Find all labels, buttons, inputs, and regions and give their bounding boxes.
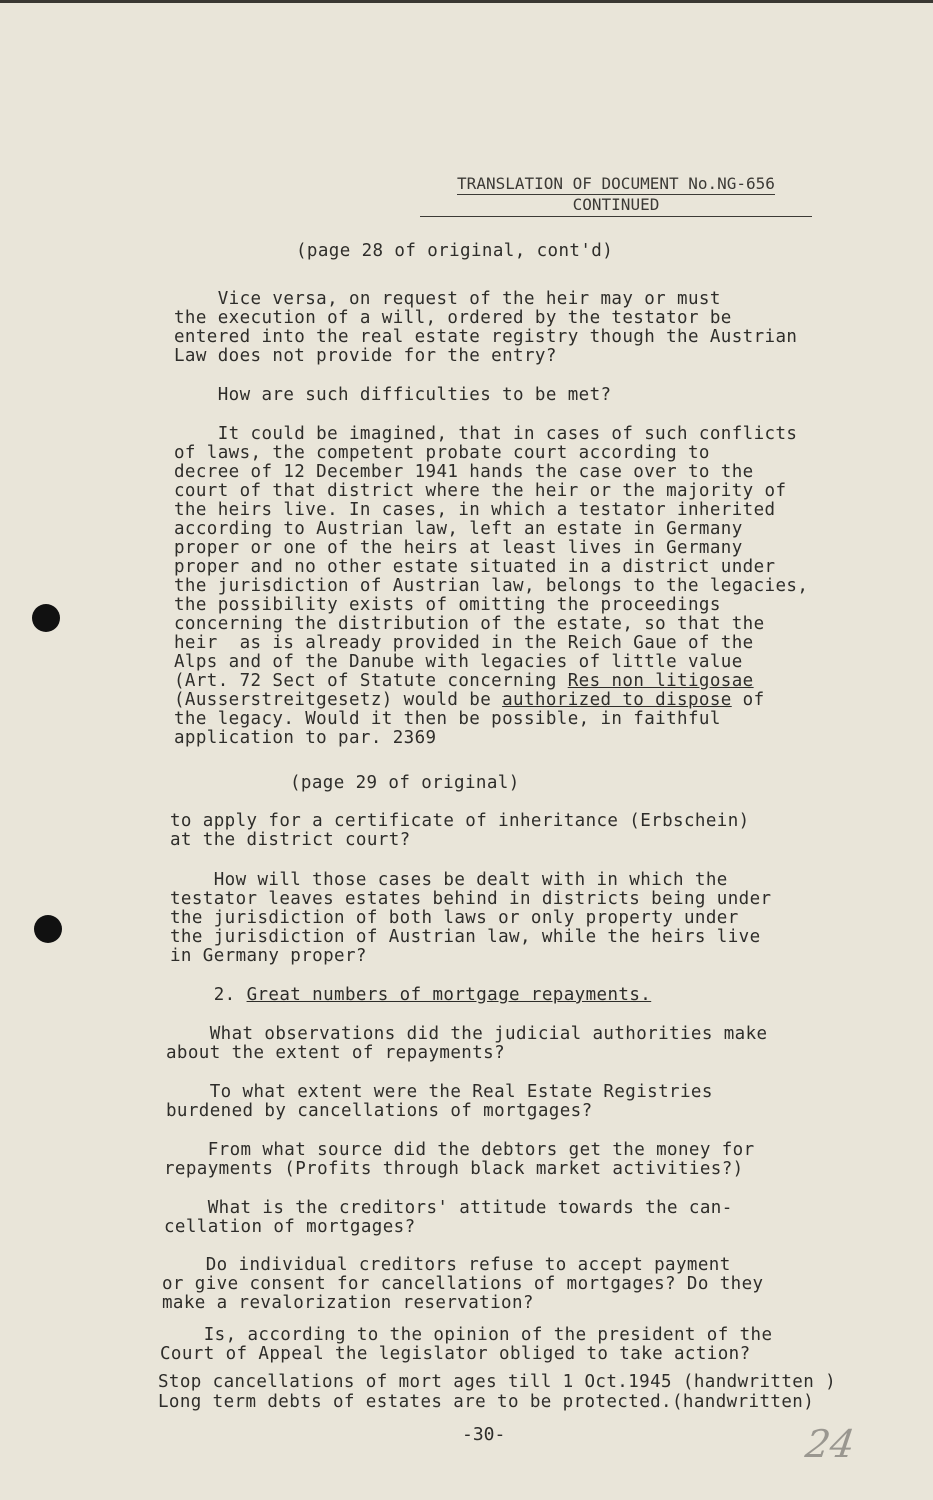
margin-handwriting: 24 (802, 1422, 858, 1466)
text-line: decree of 12 December 1941 hands the case over to the (174, 462, 754, 482)
text-fragment: of (731, 690, 765, 710)
text-line: in Germany proper? (170, 946, 367, 966)
text-line: testator leaves estates behind in districts being under (170, 889, 772, 909)
text-line: the legacy. Would it then be possible, in faithful (174, 709, 721, 729)
text-line: the jurisdiction of Austrian law, while the heirs live (170, 927, 761, 947)
text-line: the heirs live. In cases, in which a testator inherited (174, 500, 776, 520)
text-line (174, 672, 754, 691)
text-line: What is the creditors' attitude towards the can- (164, 1198, 733, 1218)
text-line: To what extent were the Real Estate Registries (166, 1082, 713, 1102)
text-line: How are such difficulties to be met? (174, 385, 612, 405)
text-line: proper or one of the heirs at least lives in Germany (174, 538, 743, 558)
text-line: burdened by cancellations of mortgages? (166, 1101, 593, 1121)
text-line: Law does not provide for the entry? (174, 346, 557, 366)
text-line: at the district court? (170, 830, 411, 850)
text-line: court of that district where the heir or the majority of (174, 481, 787, 501)
text-line: or give consent for cancellations of mortgages? Do they (162, 1274, 764, 1294)
text-line: It could be imagined, that in cases of such conflicts (174, 424, 798, 444)
section-title: Great numbers of mortgage repayments. (246, 985, 652, 1005)
text-line: to apply for a certificate of inheritance (Erbschein) (170, 811, 750, 831)
text-line: Is, according to the opinion of the president of the (160, 1325, 773, 1345)
section-heading (170, 986, 651, 1005)
binder-hole-upper (32, 604, 60, 632)
text-line: the execution of a will, ordered by the testator be (174, 308, 732, 328)
text-line: heir as is already provided in the Reich Gaue of the (174, 633, 754, 653)
text-line: entered into the real estate registry though the Austrian (174, 327, 798, 347)
text-line: Long term debts of estates are to be protected.(handwritten) (158, 1392, 815, 1412)
text-line: How will those cases be dealt with in which the (170, 870, 728, 890)
text-line: the jurisdiction of Austrian law, belongs to the legacies, (174, 576, 809, 596)
underlined-term: Res non litigosae (567, 671, 754, 691)
text-line: From what source did the debtors get the money for (164, 1140, 755, 1160)
text-line: Vice versa, on request of the heir may or must (174, 289, 721, 309)
text-fragment: (Art. 72 Sect of Statute concerning (174, 671, 568, 691)
section-number: 2. (170, 985, 247, 1005)
heading-title: TRANSLATION OF DOCUMENT No.NG-656 (457, 174, 775, 193)
underlined-phrase: authorized to dispose (502, 690, 732, 710)
text-fragment: (Ausserstreitgesetz) would be (174, 690, 503, 710)
heading-continued: CONTINUED (420, 195, 812, 217)
page-28-note: (page 28 of original, cont'd) (296, 241, 614, 261)
text-line: Alps and of the Danube with legacies of little value (174, 652, 743, 672)
text-line (174, 691, 765, 710)
text-line: Stop cancellations of mort ages till 1 Oct.1945 (handwritten ) (158, 1372, 837, 1392)
page-top-edge (0, 0, 933, 3)
text-line: according to Austrian law, left an estate in Germany (174, 519, 743, 539)
text-line: Court of Appeal the legislator obliged to take action? (160, 1344, 751, 1364)
text-line: application to par. 2369 (174, 728, 437, 748)
text-line: Do individual creditors refuse to accept payment (162, 1255, 731, 1275)
text-line: What observations did the judicial authorities make (166, 1024, 768, 1044)
text-line: make a revalorization reservation? (162, 1293, 534, 1313)
text-line: the jurisdiction of both laws or only property under (170, 908, 739, 928)
document-heading (420, 174, 812, 217)
text-line: repayments (Profits through black market activities?) (164, 1159, 744, 1179)
text-line: the possibility exists of omitting the proceedings (174, 595, 721, 615)
text-line: concerning the distribution of the estate, so that the (174, 614, 765, 634)
page-number: -30- (462, 1424, 506, 1445)
text-line: about the extent of repayments? (166, 1043, 506, 1063)
binder-hole-lower (34, 915, 62, 943)
text-line: proper and no other estate situated in a district under (174, 557, 776, 577)
page-29-note: (page 29 of original) (290, 773, 520, 793)
text-line: of laws, the competent probate court according to (174, 443, 710, 463)
text-line: cellation of mortgages? (164, 1217, 416, 1237)
